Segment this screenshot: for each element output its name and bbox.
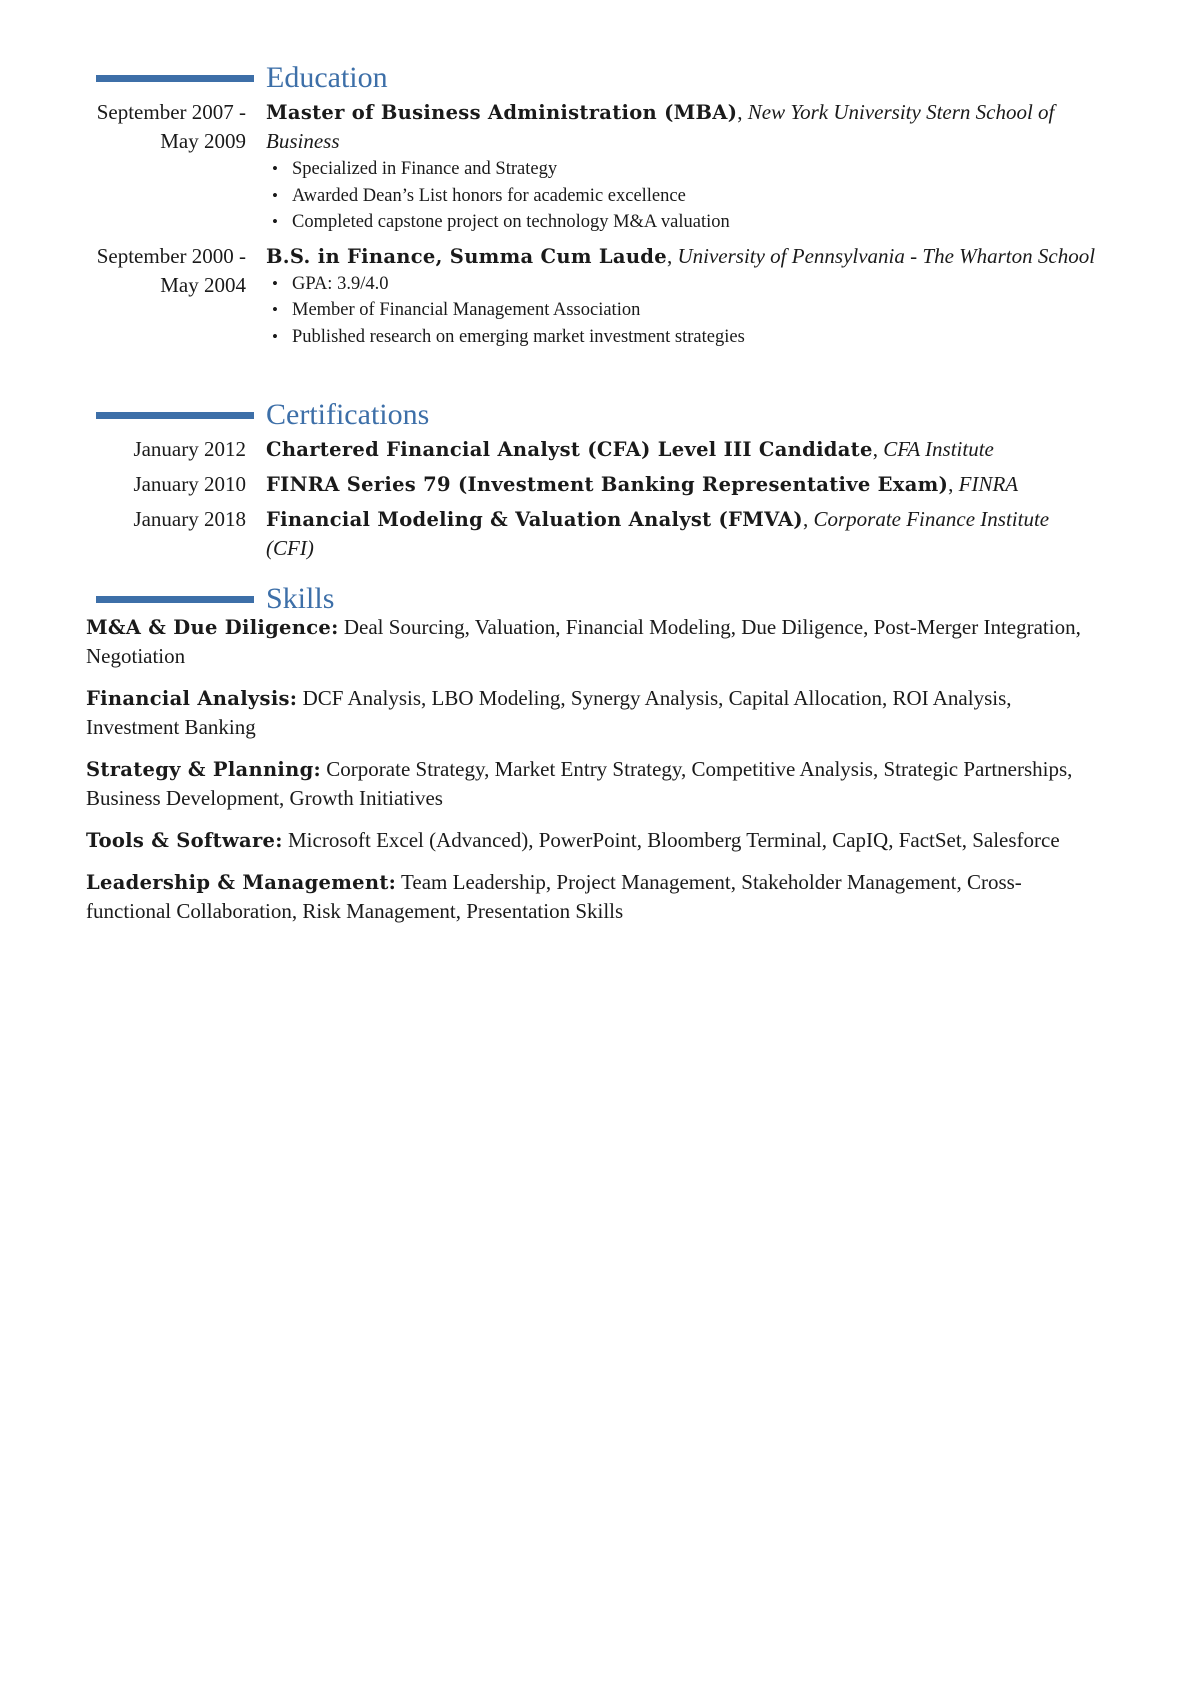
certification-name: Chartered Financial Analyst (CFA) Level III Candidate [266, 438, 873, 461]
skill-category: M&A & Due Diligence: [86, 616, 339, 639]
degree-title: Master of Business Administration (MBA) [266, 101, 738, 124]
certification-name: FINRA Series 79 (Investment Banking Representative Exam) [266, 473, 949, 496]
entry-body: FINRA Series 79 (Investment Banking Representative Exam), FINRA [266, 472, 1019, 496]
skill-row [86, 868, 1100, 926]
certification-name: Financial Modeling & Valuation Analyst (FMVA) [266, 508, 803, 531]
education-header [0, 60, 1190, 100]
certifications-header [0, 397, 1190, 437]
section-accent-bar [96, 596, 254, 603]
entry-body: B.S. in Finance, Summa Cum Laude, University of Pennsylvania - The Wharton School • GPA: 3.9/4.0 • Member of Financial Management Association • Published research on emerging market investment strategies [266, 242, 1096, 351]
skill-row [86, 613, 1100, 671]
institution-name: New York University Stern School of Business [266, 100, 1055, 153]
skill-items: Microsoft Excel (Advanced), PowerPoint, Bloomberg Terminal, CapIQ, FactSet, Salesforce [288, 828, 1060, 852]
skill-items: DCF Analysis, LBO Modeling, Synergy Analysis, Capital Allocation, ROI Analysis, Investment Banking [86, 686, 1012, 739]
skills-section [0, 581, 1190, 615]
bullet-item: • Awarded Dean’s List honors for academic excellence [266, 183, 1096, 210]
bullet-item: • Specialized in Finance and Strategy [266, 156, 1096, 183]
bullet-item: • Completed capstone project on technology M&A valuation [266, 209, 1096, 236]
education-section [0, 60, 1190, 356]
skills-title: Skills [266, 582, 335, 615]
bullet-item: • Published research on emerging market investment strategies [266, 324, 1096, 351]
certification-entry [0, 435, 1190, 464]
skill-items: Deal Sourcing, Valuation, Financial Modeling, Due Diligence, Post-Merger Integration, Negotiation [86, 615, 1081, 668]
skill-category: Tools & Software: [86, 829, 283, 852]
skill-items: Corporate Strategy, Market Entry Strategy, Competitive Analysis, Strategic Partnerships, Business Development, Growth Initiatives [86, 757, 1073, 810]
skill-category: Financial Analysis: [86, 687, 298, 710]
education-title: Education [266, 61, 388, 94]
entry-date: September 2000 - May 2004 [96, 243, 246, 297]
certifications-title: Certifications [266, 398, 430, 431]
skill-category: Leadership & Management: [86, 871, 397, 894]
bullet-item: • Member of Financial Management Association [266, 297, 1096, 324]
skills-header [0, 581, 1190, 615]
entry-body: Chartered Financial Analyst (CFA) Level III Candidate, CFA Institute [266, 437, 994, 461]
skills-list [86, 613, 1100, 939]
skill-row [86, 755, 1100, 813]
section-accent-bar [96, 412, 254, 419]
certification-issuer: Corporate Finance Institute (CFI) [266, 507, 1050, 560]
degree-title: B.S. in Finance, Summa Cum Laude [266, 244, 667, 268]
certification-entry [0, 470, 1190, 499]
skill-row [86, 826, 1100, 855]
entry-bullets [266, 156, 1096, 236]
certification-issuer: CFA Institute [883, 437, 994, 461]
certification-entry [0, 505, 1190, 563]
entry-body: Master of Business Administration (MBA), New York University Stern School of Business • Specialized in Finance and Strategy • Awarded Dean’s List honors for academic excellence • Completed capstone project on technology M&A valuation [266, 98, 1096, 236]
skill-items: Team Leadership, Project Management, Stakeholder Management, Cross-functional Collaboration, Risk Management, Presentation Skills [86, 870, 1022, 923]
bullet-item: • GPA: 3.9/4.0 [266, 271, 1096, 298]
certifications-section [0, 397, 1190, 569]
skill-row [86, 684, 1100, 742]
entry-body: Financial Modeling & Valuation Analyst (FMVA), Corporate Finance Institute (CFI) [266, 507, 1050, 560]
entry-date: January 2018 [133, 507, 246, 531]
certification-issuer: FINRA [958, 472, 1019, 496]
entry-bullets [266, 271, 1096, 351]
education-entry [0, 98, 1190, 236]
education-entry [0, 242, 1190, 351]
entry-date: January 2012 [133, 437, 246, 461]
entry-date: January 2010 [133, 472, 246, 496]
section-accent-bar [96, 75, 254, 82]
institution-name: University of Pennsylvania - The Wharton School [677, 243, 1096, 268]
skill-category: Strategy & Planning: [86, 758, 322, 781]
entry-date: September 2007 - May 2009 [96, 100, 246, 153]
